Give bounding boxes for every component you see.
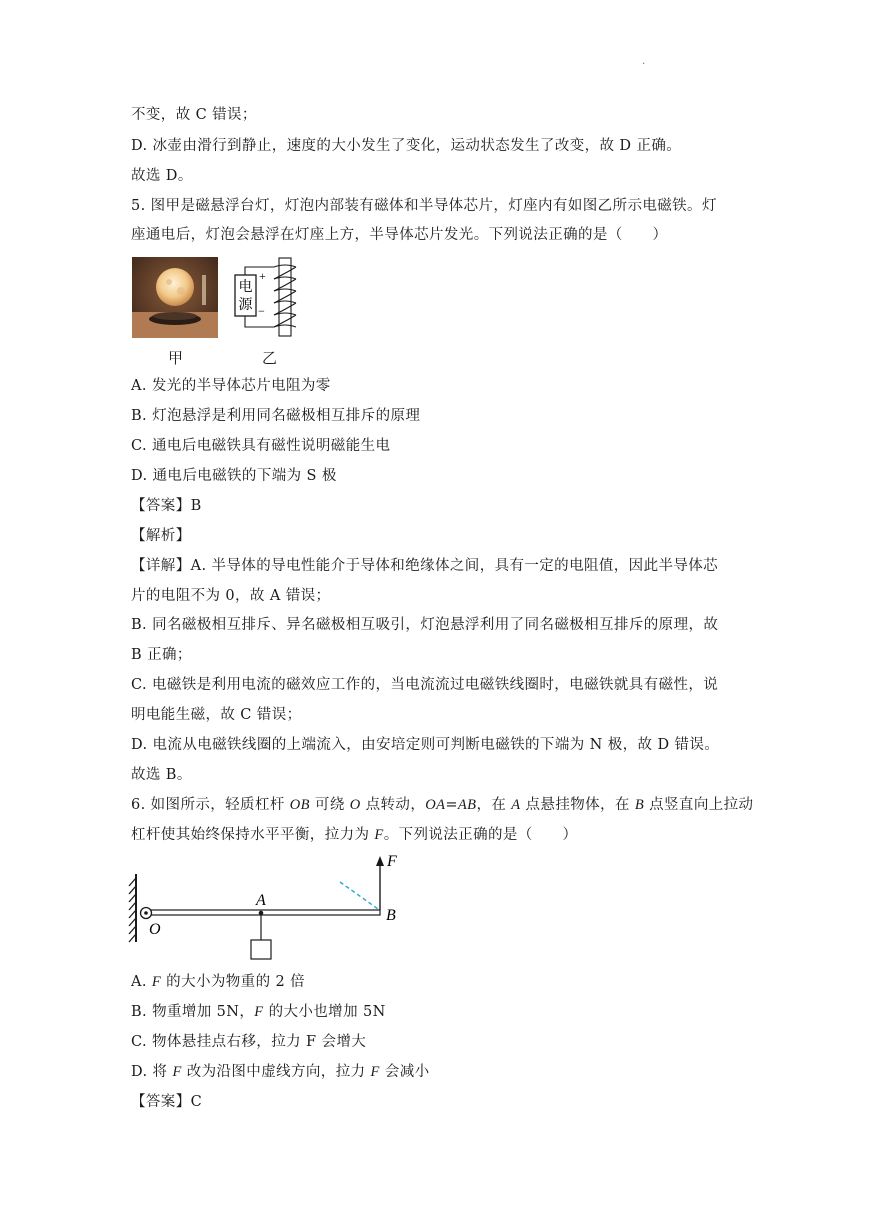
force-arrowhead [376,856,384,866]
text-fragment: 点转动， [360,797,426,813]
q6-option-c: C. 物体悬挂点右移，拉力 F 会增大 [131,1034,367,1050]
q5-detail-line: B. 同名磁极相互排斥、异名磁极相互吸引，灯泡悬浮利用了同名磁极相互排斥的原理，故 [131,617,719,633]
var-ob: OB [289,797,310,813]
text-fragment: 可绕 [309,797,350,813]
text-fragment: 6. 如图所示，轻质杠杆 [131,797,290,813]
var-f: F [172,1064,182,1080]
header-mark: . [642,56,646,67]
text-fragment: A. [131,974,152,990]
text-fragment: 改为沿图中虚线方向，拉力 [181,1064,371,1080]
var-f: F [374,827,384,843]
dashed-direction-line [340,882,378,909]
label-a: A [256,892,266,909]
var-b: B [634,797,645,813]
q5-detail-line: 明电能生磁，故 C 错误； [131,707,302,723]
var-oa: OA [425,797,446,813]
electromagnet-diagram [228,255,300,341]
text-fragment: 的大小为物重的 2 倍 [161,974,306,990]
minus-terminal: − [258,304,265,318]
point-a [259,911,264,916]
q5-option-c: C. 通电后电磁铁具有磁性说明磁能生电 [131,438,391,454]
text-fragment: = [445,797,458,813]
var-f: F [370,1064,380,1080]
label-o: O [149,921,161,938]
hanging-weight [251,940,271,959]
text-fragment: 。下列说法正确的是（ ） [383,827,578,843]
text-fragment: 点悬挂物体，在 [520,797,635,813]
q5-answer: 【答案】B [131,498,202,514]
var-o: O [349,797,361,813]
question-5-stem: 5. 图甲是磁悬浮台灯，灯泡内部装有磁体和半导体芯片，灯座内有如图乙所示电磁铁。灯 [131,198,717,214]
q5-analysis-heading: 【解析】 [131,528,191,544]
text-line: 故选 D。 [131,168,193,184]
text-fragment: 杠杆使其始终保持水平平衡，拉力为 [131,827,375,843]
question-5-stem: 座通电后，灯泡会悬浮在灯座上方，半导体芯片发光。下列说法正确的是（ ） [131,227,668,243]
caption-yi: 乙 [262,349,278,367]
q5-detail-line: 【详解】A. 半导体的导电性能介于导体和绝缘体之间，具有一定的电阻值，因此半导体芯 [131,558,719,574]
text-line: 不变，故 C 错误； [131,107,257,123]
var-f: F [151,974,162,990]
text-line: D. 冰壶由滑行到静止，速度的大小发生了变化，运动状态发生了改变，故 D 正确。 [131,138,682,154]
q5-detail-line: D. 电流从电磁铁线圈的上端流入，由安培定则可判断电磁铁的下端为 N 极，故 D 错误。 [131,737,720,753]
q6-answer: 【答案】C [131,1094,203,1110]
text-fragment: B. 物重增加 5N， [131,1004,255,1020]
lever-diagram [126,852,406,964]
pivot-center [144,911,148,915]
question-6-stem [131,795,753,815]
q5-option-d: D. 通电后电磁铁的下端为 S 极 [131,468,337,484]
label-b: B [386,907,396,924]
source-label-2: 源 [238,298,253,313]
lamp-photo-icon [132,257,218,338]
plus-terminal: + [259,269,266,283]
q5-detail-line: B 正确； [131,647,192,663]
text-fragment: 点竖直向上拉动 [644,797,754,813]
q6-option-d [131,1062,430,1082]
text-fragment: 会减小 [379,1064,430,1080]
var-a: A [511,797,521,813]
q5-detail-line: 片的电阻不为 0，故 A 错误； [131,588,331,604]
question-6-stem [131,825,577,845]
q5-detail-line: 故选 B。 [131,767,192,783]
levitating-lamp-photo [132,257,218,338]
q6-option-a [131,972,305,992]
text-fragment: ，在 [476,797,512,813]
var-f: F [254,1004,264,1020]
source-label-1: 电 [238,280,253,295]
q5-option-a: A. 发光的半导体芯片电阻为零 [131,378,331,394]
q5-option-b: B. 灯泡悬浮是利用同名磁极相互排斥的原理 [131,408,421,424]
caption-jia: 甲 [168,349,184,367]
text-fragment: D. 将 [131,1064,173,1080]
wall [129,874,136,942]
q5-detail-line: C. 电磁铁是利用电流的磁效应工作的，当电流流过电磁铁线圈时，电磁铁就具有磁性，说 [131,677,719,693]
var-ab: AB [457,797,477,813]
q6-option-b [131,1002,386,1022]
label-f: F [387,853,397,870]
text-fragment: 的大小也增加 5N [263,1004,386,1020]
